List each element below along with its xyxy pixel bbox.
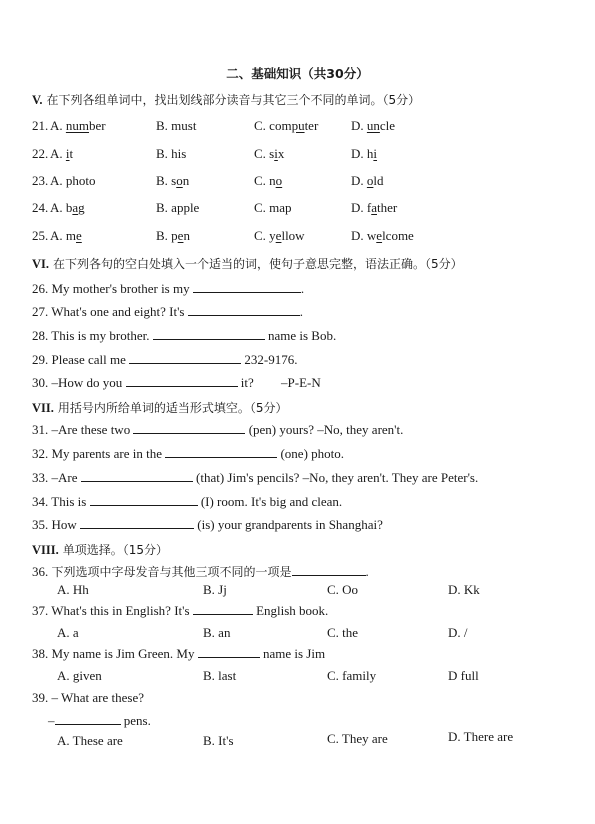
- option-39-c[interactable]: C. They are: [327, 731, 388, 746]
- option-23-c[interactable]: C. no: [254, 173, 283, 188]
- option-22-a[interactable]: A. it: [50, 146, 74, 161]
- answer-blank-37[interactable]: [193, 603, 253, 615]
- answer-blank-32[interactable]: [165, 446, 277, 458]
- section-vi-text: 在下列各句的空白处填入一个适当的词，使句子意思完整，语法正确。（5分）: [53, 257, 463, 271]
- question-32: 32. My parents are in the (one) photo.: [32, 446, 345, 461]
- option-36-c[interactable]: C. Oo: [327, 582, 359, 597]
- option-22-d[interactable]: D. hi: [351, 146, 378, 161]
- question-29: 29. Please call me 232-9176.: [32, 352, 298, 367]
- option-21-a[interactable]: A. number: [50, 118, 106, 133]
- option-36-a[interactable]: A. Hh: [57, 582, 89, 597]
- question-39-answer-line: – pens.: [48, 713, 151, 728]
- answer-blank-26[interactable]: [193, 281, 301, 293]
- option-24-a[interactable]: A. bag: [50, 200, 85, 215]
- section-v-number: V.: [32, 93, 43, 107]
- underlined-letters: o: [275, 173, 283, 188]
- answer-blank-27[interactable]: [188, 304, 300, 316]
- underlined-letters: o: [366, 173, 374, 188]
- answer-blank-30[interactable]: [126, 375, 238, 387]
- option-24-d[interactable]: D. father: [351, 200, 398, 215]
- question-26: 26. My mother's brother is my .: [32, 281, 305, 296]
- question-35: 35. How (is) your grandparents in Shanghai?: [32, 517, 383, 532]
- question-28: 28. This is my brother. name is Bob.: [32, 328, 337, 343]
- section-heading: 二、基础知识（共30分）: [226, 66, 369, 81]
- option-37-c[interactable]: C. the: [327, 625, 359, 640]
- underlined-letters: e: [177, 228, 184, 243]
- underlined-letters: i: [274, 146, 278, 161]
- underlined-letters: i: [373, 146, 378, 161]
- option-23-b[interactable]: B. son: [156, 173, 190, 188]
- section-vii-instruction: [32, 399, 288, 416]
- option-38-b[interactable]: B. last: [203, 668, 237, 683]
- option-23-d[interactable]: D. old: [351, 173, 384, 188]
- option-25-d[interactable]: D. welcome: [351, 228, 414, 243]
- option-23-a[interactable]: A. photo: [50, 173, 96, 188]
- underlined-letters: e: [275, 228, 282, 243]
- answer-blank-38[interactable]: [198, 646, 260, 658]
- underlined-letters: i: [65, 146, 70, 161]
- underlined-letters: pu: [291, 118, 305, 133]
- section-viii-text: 单项选择。（15分）: [62, 543, 169, 557]
- underlined-letters: num: [65, 118, 90, 133]
- option-25-c[interactable]: C. yellow: [254, 228, 305, 243]
- question-34: 34. This is (I) room. It's big and clean.: [32, 494, 343, 509]
- section-vi-instruction: [32, 255, 463, 272]
- section-v-text: 在下列各组单词中，找出划线部分读音与其它三个不同的单词。（5分）: [46, 93, 421, 107]
- option-37-b[interactable]: B. an: [203, 625, 231, 640]
- underlined-letters: e: [376, 228, 383, 243]
- section-vii-number: VII.: [32, 401, 54, 415]
- question-31: 31. –Are these two (pen) yours? –No, they aren't.: [32, 422, 404, 437]
- section-vi-number: VI.: [32, 257, 50, 271]
- section-v-instruction: [32, 91, 420, 108]
- answer-blank-39[interactable]: [55, 713, 121, 725]
- section-viii-instruction: [32, 541, 168, 558]
- question-39: 39. – What are these?: [32, 690, 145, 705]
- answer-blank-35[interactable]: [80, 517, 194, 529]
- option-24-c[interactable]: C. map: [254, 200, 292, 215]
- question-number-21: 21.: [32, 118, 49, 133]
- section-viii-number: VIII.: [32, 543, 59, 557]
- underlined-letters: e: [76, 228, 82, 243]
- option-21-d[interactable]: D. uncle: [351, 118, 396, 133]
- answer-blank-36[interactable]: [292, 564, 366, 576]
- option-36-d[interactable]: D. Kk: [448, 582, 480, 597]
- question-number-24: 24.: [32, 200, 49, 215]
- underlined-letters: un: [366, 118, 380, 133]
- question-number-22: 22.: [32, 146, 49, 161]
- question-number-23: 23.: [32, 173, 49, 188]
- option-38-a[interactable]: A. given: [57, 668, 102, 683]
- answer-blank-33[interactable]: [81, 470, 193, 482]
- option-21-c[interactable]: C. computer: [254, 118, 319, 133]
- answer-blank-29[interactable]: [129, 352, 241, 364]
- option-21-b[interactable]: B. must: [156, 118, 197, 133]
- option-25-b[interactable]: B. pen: [156, 228, 190, 243]
- question-30: 30. –How do you it? –P-E-N: [32, 375, 321, 390]
- underlined-letters: a: [371, 200, 377, 215]
- option-37-d[interactable]: D. /: [448, 625, 468, 640]
- section-vii-text: 用括号内所给单词的适当形式填空。（5分）: [57, 401, 288, 415]
- option-24-b[interactable]: B. apple: [156, 200, 200, 215]
- option-39-b[interactable]: B. It's: [203, 733, 234, 748]
- answer-blank-28[interactable]: [153, 328, 265, 340]
- question-number-25: 25.: [32, 228, 49, 243]
- option-38-d[interactable]: D full: [448, 668, 479, 683]
- question-27: 27. What's one and eight? It's .: [32, 304, 303, 319]
- option-22-c[interactable]: C. six: [254, 146, 285, 161]
- option-37-a[interactable]: A. a: [57, 625, 79, 640]
- question-33: 33. –Are (that) Jim's pencils? –No, they aren't. They are Peter's.: [32, 470, 479, 485]
- question-37: 37. What's this in English? It's English book.: [32, 603, 329, 618]
- option-36-b[interactable]: B. Jj: [203, 582, 227, 597]
- answer-blank-34[interactable]: [90, 494, 198, 506]
- option-38-c[interactable]: C. family: [327, 668, 377, 683]
- option-39-a[interactable]: A. These are: [57, 733, 123, 748]
- option-39-d[interactable]: D. There are: [448, 729, 514, 744]
- question-38: 38. My name is Jim Green. My name is Jim: [32, 646, 326, 661]
- option-22-b[interactable]: B. his: [156, 146, 187, 161]
- underlined-letters: o: [176, 173, 183, 188]
- option-25-a[interactable]: A. me: [50, 228, 82, 243]
- underlined-letters: a: [72, 200, 79, 215]
- answer-blank-31[interactable]: [133, 422, 245, 434]
- question-36: 36. 下列选项中字母发音与其他三项不同的一项是 .: [32, 564, 369, 579]
